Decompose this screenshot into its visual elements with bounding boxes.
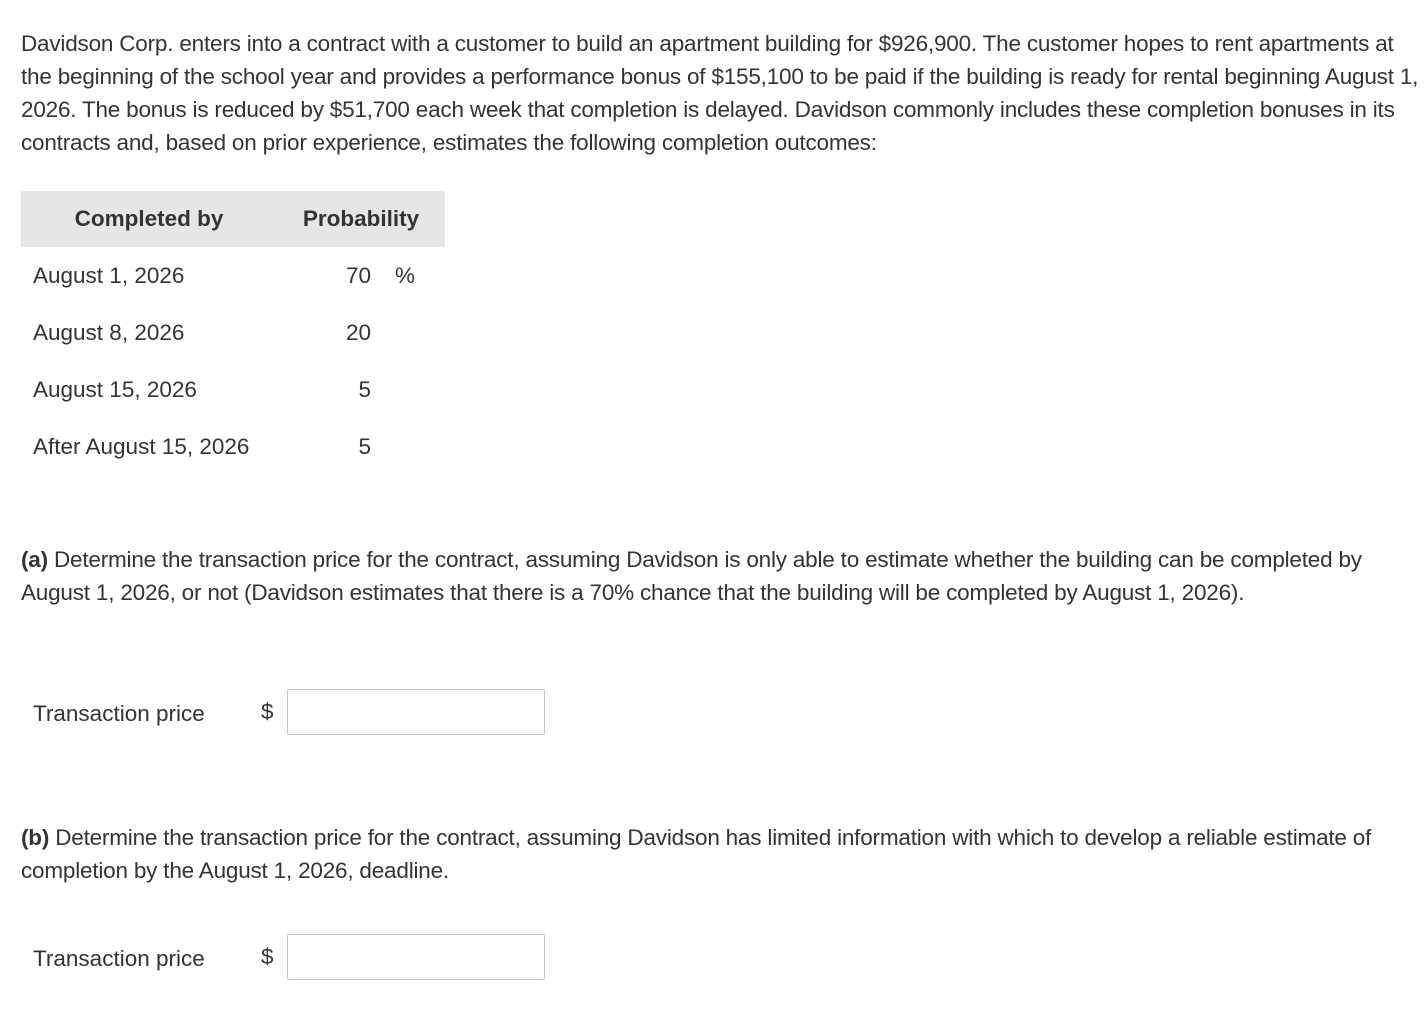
probability-cell [277,361,445,418]
part-b-question [21,821,1411,887]
completion-date: August 1, 2026 [33,262,185,288]
part-a-transaction-price-input[interactable] [287,689,545,735]
part-a-question [21,543,1411,609]
probability-cell [277,304,445,361]
completion-date: August 8, 2026 [33,319,185,345]
part-a-label: (a) [21,547,48,572]
probability-value: 20 [345,319,371,345]
probability-cell [277,418,445,475]
part-a-text: Determine the transaction price for the contract, assuming Davidson is only able to estimate whether the building can be completed by August 1, 2026, or not (Davidson estimates that there is a 70% chance that the building will be completed by August 1, 2026). [21,547,1362,605]
table-row [21,304,445,361]
transaction-price-label: Transaction price [33,946,205,971]
table-header-row [21,191,445,247]
percent-unit: % [395,262,416,288]
problem-intro: Davidson Corp. enters into a contract with a customer to build an apartment building for $926,900. The customer hopes to rent apartments at the beginning of the school year and provides a performance bonus of $155,100 to be paid if the building is ready for rental beginning August 1, 2026. The bonus is reduced by $51,700 each week that completion is delayed. Davidson commonly includes these completion bonuses in its contracts and, based on prior experience, estimates the following completion outcomes: [21,31,1419,155]
completion-date: August 15, 2026 [33,376,197,402]
table-row [21,247,445,304]
completion-date: After August 15, 2026 [33,433,250,459]
header-probability: Probability [277,191,445,247]
probability-value: 5 [358,433,371,459]
dollar-sign: $ [261,944,274,969]
completion-probability-table [21,191,445,475]
part-b-transaction-price-input[interactable] [287,934,545,980]
probability-value: 70 [345,262,371,288]
transaction-price-label: Transaction price [33,701,205,726]
table-row [21,361,445,418]
dollar-sign: $ [261,699,274,724]
probability-cell [277,247,445,304]
table-row [21,418,445,475]
header-completed-by: Completed by [21,191,277,247]
probability-value: 5 [358,376,371,402]
part-b-label: (b) [21,825,50,850]
part-b-text: Determine the transaction price for the contract, assuming Davidson has limited information with which to develop a reliable estimate of completion by the August 1, 2026, deadline. [21,825,1372,883]
